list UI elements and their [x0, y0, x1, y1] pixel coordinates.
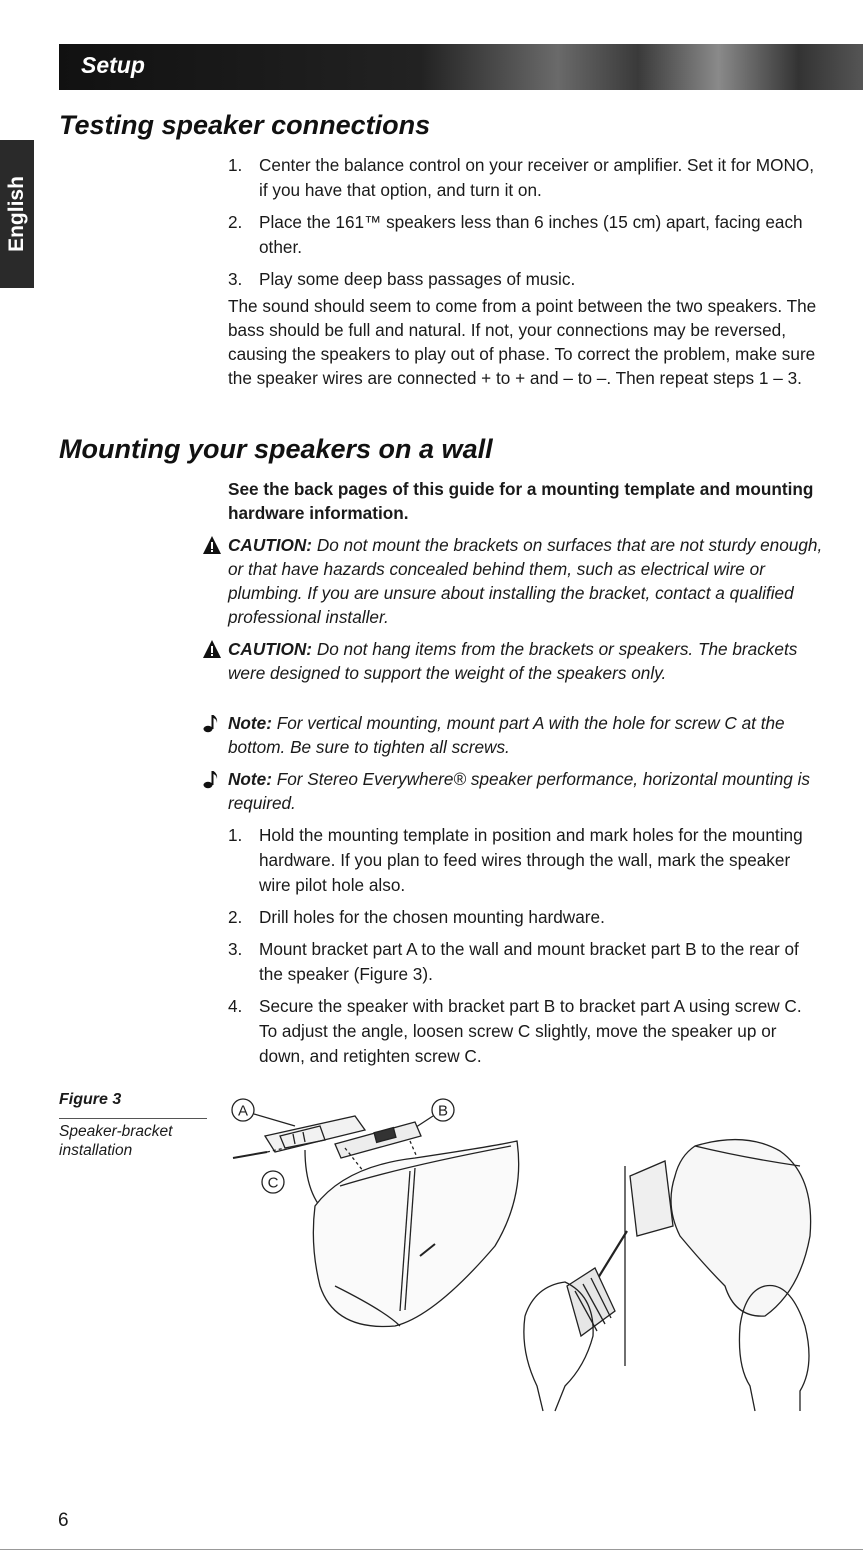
section-title-testing: Testing speaker connections	[59, 110, 431, 140]
music-note-icon	[202, 713, 222, 733]
list-item: 2. Place the 161™ speakers less than 6 inches (15 cm) apart, facing each other.	[228, 212, 803, 257]
note-1: Note: For vertical mounting, mount part A with the hole for screw C at the bottom. Be sure to tighten all screws.	[228, 711, 823, 759]
music-note-icon	[202, 769, 222, 789]
testing-paragraph: The sound should seem to come from a point between the two speakers. The bass should be full and natural. If not, your connections may be reversed, causing the speakers to play out of phase. To correct the problem, make sure the speaker wires are connected + to + and – to –. Then repeat steps 1 – 3.	[228, 296, 817, 388]
list-item: 2. Drill holes for the chosen mounting hardware.	[228, 907, 605, 927]
caution-notice-1: CAUTION: Do not mount the brackets on surfaces that are not sturdy enough, or that have hazards concealed behind them, such as electrical wire or plumbing. If you are unsure about installing the bracket, contact a qualified professional installer.	[228, 533, 823, 629]
page-number: 6	[58, 1510, 69, 1531]
speaker-illustration	[313, 1141, 518, 1327]
list-item: 1. Center the balance control on your receiver or amplifier. Set it for MONO, if you have that option, and turn it on.	[228, 155, 815, 200]
list-item: 3. Play some deep bass passages of music.	[228, 269, 576, 289]
note-2: Note: For Stereo Everywhere® speaker performance, horizontal mounting is required.	[228, 767, 823, 815]
svg-text:B: B	[437, 1102, 449, 1120]
figure-divider	[59, 1118, 207, 1119]
warning-triangle-icon	[202, 535, 222, 555]
callout-a	[232, 1099, 295, 1126]
section-header-bar	[59, 44, 863, 90]
figure-caption: Speaker-bracket installation	[59, 1123, 173, 1159]
language-tab-label: English	[5, 176, 28, 252]
svg-text:A: A	[237, 1102, 249, 1120]
mounting-intro: See the back pages of this guide for a mounting template and mounting hardware information.	[228, 479, 814, 523]
section-title-mounting: Mounting your speakers on a wall	[59, 434, 493, 464]
mounted-speaker-illustration	[625, 1140, 811, 1366]
bottom-divider	[0, 1549, 863, 1550]
screwdriver-illustration	[567, 1231, 627, 1336]
svg-text:C: C	[267, 1174, 279, 1192]
figure-title: Figure 3	[59, 1091, 122, 1108]
testing-steps-list	[228, 153, 818, 299]
list-item: 4. Secure the speaker with bracket part B to bracket part A using screw C. To adjust the angle, loosen screw C slightly, move the speaker up or down, and retighten screw C.	[228, 996, 802, 1066]
list-item: 1. Hold the mounting template in position and mark holes for the mounting hardware. If you plan to feed wires through the wall, mark the speaker wire pilot hole also.	[228, 825, 803, 895]
caution-notice-2: CAUTION: Do not hang items from the brackets or speakers. The brackets were designed to support the weight of the speakers only.	[228, 637, 823, 685]
language-tab	[0, 140, 34, 288]
speaker-bracket-illustration	[225, 1086, 825, 1416]
list-item: 3. Mount bracket part A to the wall and mount bracket part B to the rear of the speaker (Figure 3).	[228, 939, 799, 984]
warning-triangle-icon	[202, 639, 222, 659]
mounting-steps-list	[228, 823, 818, 1076]
section-header-label: Setup	[81, 52, 145, 78]
callout-c	[262, 1171, 284, 1193]
